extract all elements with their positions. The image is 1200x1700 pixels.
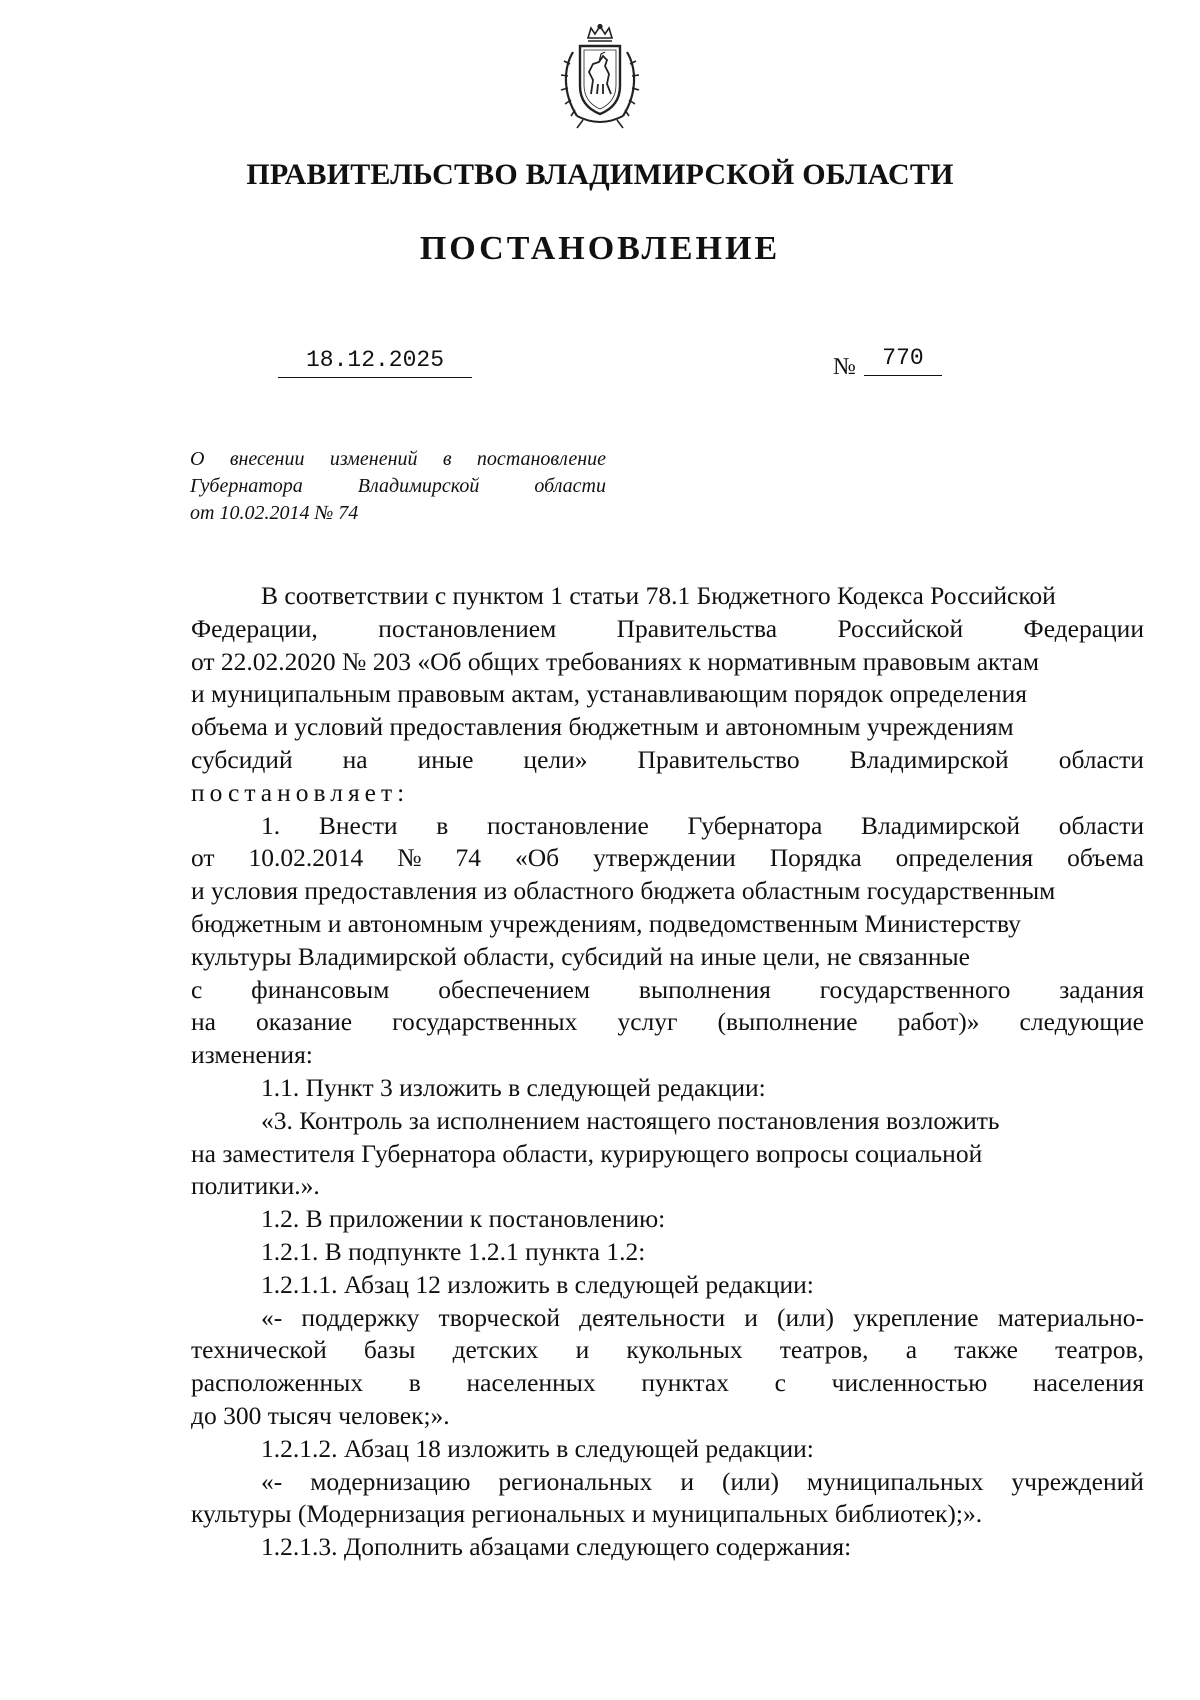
body-line <box>191 1466 1144 1499</box>
body-word: «- <box>261 1302 283 1332</box>
body-word: в <box>436 810 449 840</box>
body-word: укрепление <box>853 1302 979 1332</box>
document-date: 18.12.2025 <box>278 347 472 378</box>
body-word: также <box>954 1335 1018 1365</box>
body-word: № <box>397 843 422 873</box>
body-word: следующие <box>1019 1007 1144 1037</box>
body-word: модернизацию <box>310 1466 471 1496</box>
body-word: Правительство <box>637 744 800 774</box>
body-word: театров, <box>779 1335 869 1365</box>
body-line: «3. Контроль за исполнением настоящего постановления возложить <box>261 1105 1000 1135</box>
body-line: культуры (Модернизация региональных и муниципальных библиотек);». <box>191 1499 983 1529</box>
body-line <box>191 1367 1144 1400</box>
body-word: услуг <box>617 1007 678 1037</box>
body-line: 1.2.1.2. Абзац 18 изложить в следующей редакции: <box>261 1433 814 1463</box>
body-word: в <box>408 1368 421 1398</box>
body-word: Владимирской <box>861 810 1021 840</box>
document-number: 770 <box>864 345 942 376</box>
body-word: театров, <box>1055 1335 1144 1365</box>
body-line <box>191 744 1144 777</box>
body-line <box>191 613 1144 646</box>
body-line <box>191 810 1144 843</box>
body-line: культуры Владимирской области, субсидий на иные цели, не связанные <box>191 941 970 971</box>
body-line: 1.2.1.1. Абзац 12 изложить в следующей редакции: <box>261 1269 814 1299</box>
body-line <box>191 1006 1144 1039</box>
body-word: 1. <box>261 810 281 840</box>
body-word: финансовым <box>251 974 390 1004</box>
body-line: политики.». <box>191 1171 320 1201</box>
body-word: Владимирской <box>849 744 1009 774</box>
body-line: 1.2.1.3. Дополнить абзацами следующего содержания: <box>261 1532 852 1562</box>
body-word: муниципальных <box>806 1466 984 1496</box>
document-body <box>191 580 1144 1564</box>
body-line: бюджетным и автономным учреждениям, подведомственным Министерству <box>191 908 1021 938</box>
body-word: определения <box>895 843 1034 873</box>
body-word: государственных <box>392 1007 578 1037</box>
body-word: области <box>1058 744 1144 774</box>
body-word: «Об <box>514 843 560 873</box>
body-word: с <box>191 974 203 1004</box>
body-line <box>191 842 1144 875</box>
body-word: оказание <box>256 1007 353 1037</box>
body-word: Внести <box>318 810 398 840</box>
body-word: с <box>774 1368 786 1398</box>
body-word: утверждении <box>593 843 736 873</box>
body-word: населения <box>1033 1368 1144 1398</box>
body-line: 1.2. В приложении к постановлению: <box>261 1204 666 1234</box>
body-word: работ)» <box>897 1007 980 1037</box>
body-word: региональных <box>498 1466 653 1496</box>
body-word: (выполнение <box>717 1007 858 1037</box>
body-word: и <box>680 1466 694 1496</box>
body-word: выполнения <box>638 974 771 1004</box>
body-word: Порядка <box>769 843 862 873</box>
body-line: на заместителя Губернатора области, курирующего вопросы социальной <box>191 1138 983 1168</box>
coat-of-arms-emblem <box>555 24 645 129</box>
body-word: технической <box>191 1335 327 1365</box>
body-word: задания <box>1059 974 1144 1004</box>
body-line <box>191 1334 1144 1367</box>
body-word: на <box>342 744 368 774</box>
body-word: Правительства <box>616 613 778 643</box>
body-word: иные <box>417 744 474 774</box>
organization-title: ПРАВИТЕЛЬСТВО ВЛАДИМИРСКОЙ ОБЛАСТИ <box>246 158 954 191</box>
body-word: постановлением <box>378 613 557 643</box>
subject-line: Губернатора Владимирской области <box>190 475 606 497</box>
body-word: цели» <box>523 744 588 774</box>
body-word: от <box>191 843 215 873</box>
body-line: от 22.02.2020 № 203 «Об общих требованиях к нормативным правовым актам <box>191 646 1040 676</box>
body-word: поддержку <box>301 1302 420 1332</box>
body-word: области <box>1058 810 1144 840</box>
body-word: учреждений <box>1011 1466 1144 1496</box>
number-label: № <box>833 354 856 380</box>
body-word: населенных <box>466 1368 596 1398</box>
body-word: государственного <box>819 974 1011 1004</box>
body-word: Российской <box>837 613 964 643</box>
body-word: 74 <box>455 843 482 873</box>
body-word: Губернатора <box>687 810 823 840</box>
body-line: В соответствии с пунктом 1 статьи 78.1 Бюджетного Кодекса Российской <box>261 581 1056 610</box>
body-word: расположенных <box>191 1368 364 1398</box>
body-word: 10.02.2014 <box>248 843 364 873</box>
body-word: (или) <box>776 1302 834 1332</box>
body-line: 1.2.1. В подпункте 1.2.1 пункта 1.2: <box>261 1236 646 1266</box>
body-line: до 300 тысяч человек;». <box>191 1400 450 1430</box>
body-line <box>191 974 1144 1007</box>
body-word: а <box>905 1335 918 1365</box>
body-line: изменения: <box>191 1040 313 1070</box>
body-line: 1.1. Пункт 3 изложить в следующей редакции: <box>261 1072 766 1102</box>
body-word: объема <box>1067 843 1144 873</box>
body-word: детских <box>452 1335 539 1365</box>
body-word: постановление <box>486 810 649 840</box>
body-line: и муниципальным правовым актам, устанавливающим порядок определения <box>191 679 1027 709</box>
document-type-title: ПОСТАНОВЛЕНИЕ <box>419 230 781 267</box>
body-word: деятельности <box>579 1302 726 1332</box>
body-word: материально- <box>997 1302 1144 1332</box>
body-word: и <box>575 1335 590 1365</box>
body-word: обеспечением <box>438 974 591 1004</box>
body-line: объема и условий предоставления бюджетным и автономным учреждениям <box>191 712 1014 742</box>
body-word: на <box>191 1007 216 1037</box>
body-word: творческой <box>438 1302 561 1332</box>
body-word: пунктах <box>641 1368 729 1398</box>
body-word: и <box>744 1302 758 1332</box>
body-word: Федерации <box>1023 613 1144 643</box>
body-line <box>191 1302 1144 1335</box>
subject-line: от 10.02.2014 № 74 <box>190 502 359 524</box>
body-word: (или) <box>721 1466 779 1496</box>
body-line: постановляет: <box>191 777 410 807</box>
body-word: Федерации, <box>191 613 318 643</box>
body-word: численностью <box>831 1368 988 1398</box>
body-word: базы <box>363 1335 416 1365</box>
body-word: кукольных <box>626 1335 743 1365</box>
document-subject <box>190 446 606 527</box>
subject-line: О внесении изменений в постановление <box>190 448 606 470</box>
body-word: субсидий <box>191 744 293 774</box>
body-word: «- <box>261 1466 283 1496</box>
body-line: и условия предоставления из областного бюджета областным государственным <box>191 876 1056 906</box>
